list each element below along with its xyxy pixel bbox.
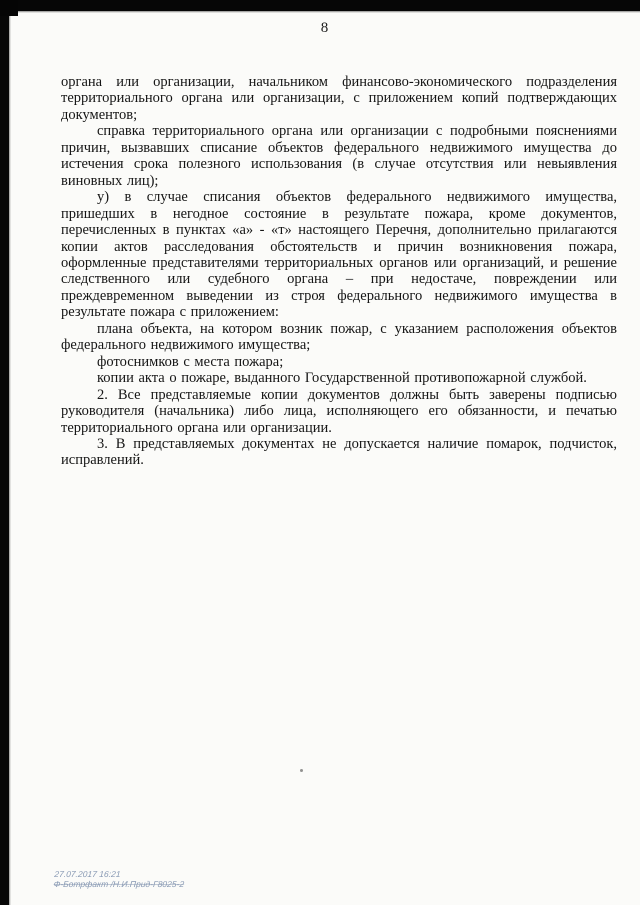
paragraph: плана объекта, на котором возник пожар, с указанием расположения объектов федерального недвижимого имущества; — [61, 320, 617, 354]
paragraph: копии акта о пожаре, выданного Государственной противопожарной службой. — [97, 370, 587, 387]
stamp-datetime: 27.07.2017 16:21 — [54, 869, 121, 879]
document-body — [61, 74, 617, 469]
paragraph: 2. Все представляемые копии документов должны быть заверены подписью руководителя (начальника) либо лица, исполняющего его обязанности, и печатью территориального органа или организации. — [61, 386, 617, 436]
page-number: 8 — [320, 20, 329, 36]
paragraph: у) в случае списания объектов федерального недвижимого имущества, пришедших в негодное состояние в результате пожара, кроме документов, перечисленных в пунктах «а» - «т» настоящего Перечня, дополнительно прилагаются копии актов расследования обстоятельств и причин возникновения пожара, оформленные представителями территориальных органов или организаций, и решение следственного или судебного органа – при недостаче, повреждении или преждевременном выведении из строя федерального недвижимого имущества в результате пожара с приложением: — [61, 189, 617, 321]
stamp-reference: Ф-Ботрфакт /Н.И.Прид-Г8025-2 — [53, 879, 185, 889]
paragraph: 3. В представляемых документах не допускается наличие помарок, подчисток, исправлений. — [61, 435, 617, 469]
scan-edge-left — [0, 0, 9, 905]
scan-speck — [300, 769, 303, 772]
paragraph: справка территориального органа или организации с подробными пояснениями причин, вызвавших списание объектов федерального недвижимого имущества до истечения срока полезного использования (в случае отсутствия или невыявления виновных лиц); — [61, 123, 617, 189]
paragraph-continuation: органа или организации, начальником финансово-экономического подразделения территориального органа или организации, с приложением копий подтверждающих документов; — [61, 74, 617, 123]
registration-stamp — [53, 869, 185, 889]
paragraph: фотоснимков с места пожара; — [97, 353, 284, 370]
scan-edge-corner — [0, 0, 18, 16]
scan-edge-top — [0, 0, 640, 11]
